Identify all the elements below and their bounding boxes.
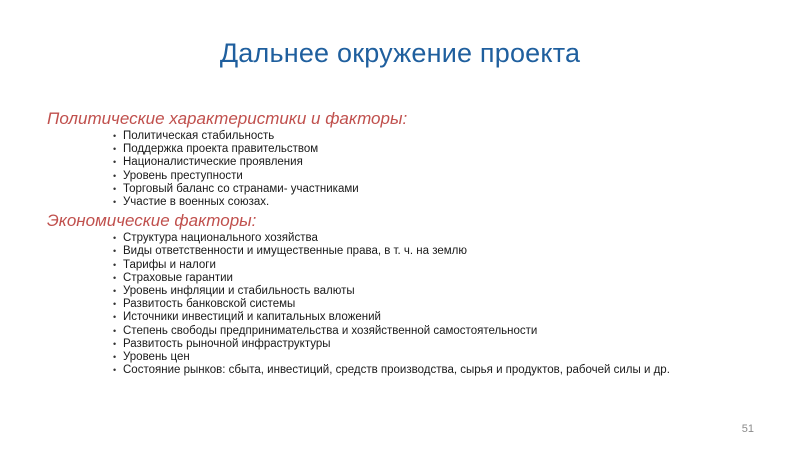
list-item-text: Поддержка проекта правительством <box>123 143 319 156</box>
bullet-icon: • <box>113 233 117 244</box>
slide-content <box>47 109 767 377</box>
bullet-icon: • <box>113 157 117 168</box>
list-item <box>113 364 767 377</box>
section-heading-economic: Экономические факторы: <box>47 211 257 231</box>
bullet-icon: • <box>113 299 117 310</box>
list-item-text: Развитость рыночной инфраструктуры <box>123 337 331 350</box>
bullet-icon: • <box>113 352 117 363</box>
bullet-icon: • <box>113 286 117 297</box>
list-item-text: Источники инвестиций и капитальных вложений <box>123 311 381 324</box>
list-item-text: Участие в военных союзах. <box>123 196 270 209</box>
bullet-icon: • <box>113 259 117 270</box>
bullet-icon: • <box>113 246 117 257</box>
list-item <box>113 325 767 338</box>
list-item-text: Националистические проявления <box>123 156 303 169</box>
bullet-icon: • <box>113 131 117 141</box>
list-item-text: Развитость банковской системы <box>123 298 296 311</box>
bullet-icon: • <box>113 170 117 181</box>
list-item-text: Виды ответственности и имущественные права, в т. ч. на землю <box>123 245 468 258</box>
list-item-text: Торговый баланс со странами- участниками <box>123 182 359 195</box>
political-factors-list <box>47 130 767 209</box>
economic-factors-list <box>47 232 767 377</box>
list-item-text: Тарифы и налоги <box>123 258 216 271</box>
political-section <box>47 109 767 209</box>
list-item <box>113 311 767 324</box>
list-item <box>113 351 767 364</box>
list-item <box>113 259 767 272</box>
list-item <box>113 143 767 156</box>
list-item <box>113 338 767 351</box>
bullet-icon: • <box>113 144 117 155</box>
list-item-text: Уровень преступности <box>123 169 243 182</box>
list-item <box>113 170 767 183</box>
list-item <box>113 130 767 143</box>
bullet-icon: • <box>113 365 117 376</box>
list-item-text: Структура национального хозяйства <box>123 232 318 245</box>
list-item <box>113 272 767 285</box>
bullet-icon: • <box>113 197 117 208</box>
page-title: Дальнее окружение проекта <box>219 38 581 68</box>
list-item <box>113 156 767 169</box>
list-item-text: Состояние рынков: сбыта, инвестиций, средств производства, сырья и продуктов, рабочей силы и др. <box>123 364 670 377</box>
list-item-text: Степень свободы предпринимательства и хозяйственной самостоятельности <box>123 324 538 337</box>
list-item-text: Политическая стабильность <box>123 130 275 142</box>
bullet-icon: • <box>113 272 117 283</box>
list-item <box>113 298 767 311</box>
list-item <box>113 183 767 196</box>
bullet-icon: • <box>113 183 117 194</box>
bullet-icon: • <box>113 325 117 336</box>
bullet-icon: • <box>113 338 117 349</box>
list-item <box>113 285 767 298</box>
bullet-icon: • <box>113 312 117 323</box>
list-item <box>113 245 767 258</box>
list-item-text: Страховые гарантии <box>123 271 233 284</box>
list-item <box>113 196 767 209</box>
list-item-text: Уровень цен <box>123 351 190 364</box>
section-heading-political: Политические характеристики и факторы: <box>47 109 408 128</box>
page-number: 51 <box>741 423 754 435</box>
economic-section <box>47 211 767 377</box>
list-item <box>113 232 767 245</box>
list-item-text: Уровень инфляции и стабильность валюты <box>123 285 355 298</box>
